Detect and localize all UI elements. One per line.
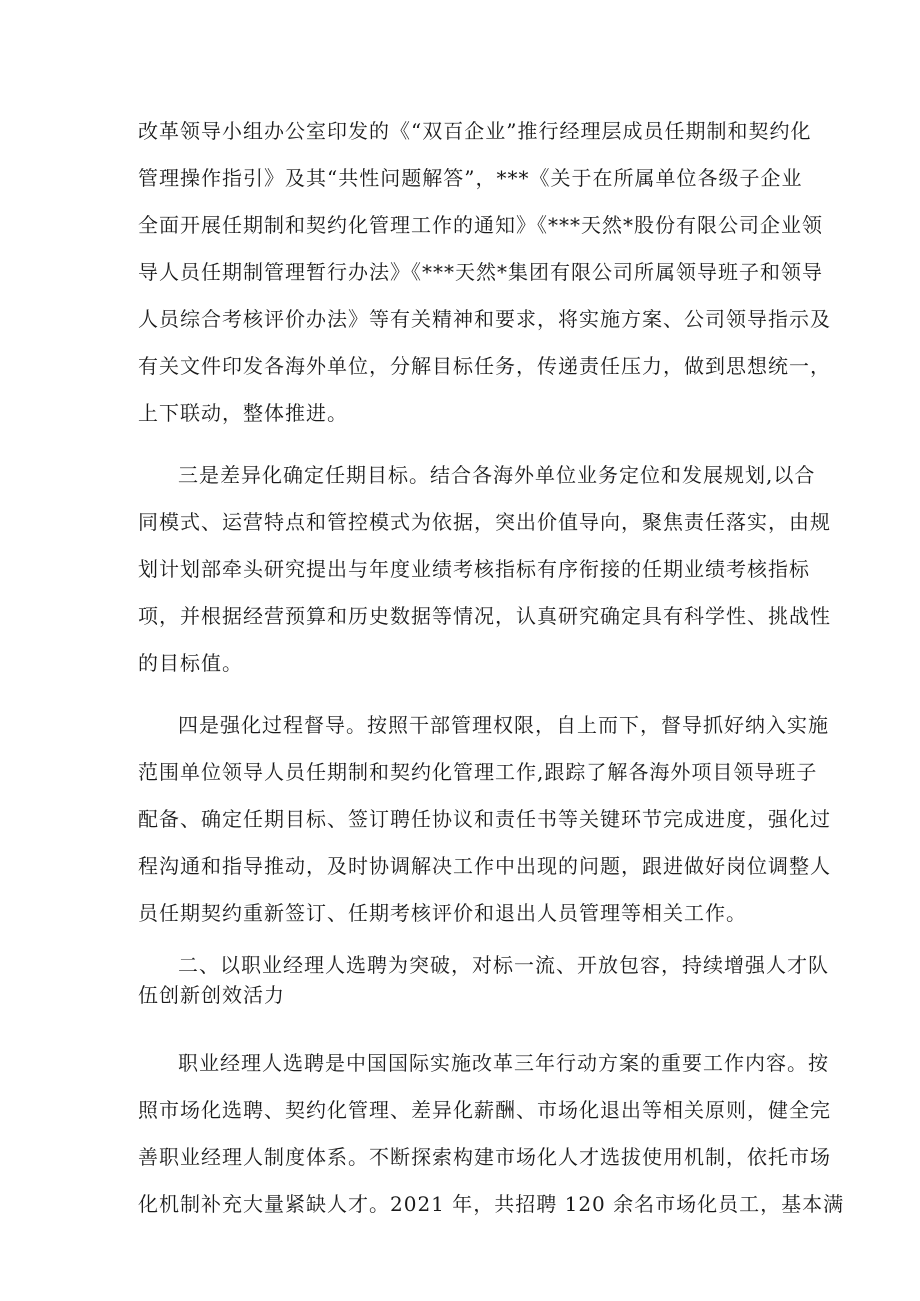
text-line: 配备、确定任期目标、签订聘任协议和责任书等关键环节完成进度，强化过 — [138, 807, 831, 831]
section-heading — [138, 950, 829, 1010]
paragraph-professional-managers — [138, 1040, 845, 1228]
text-line: 员任期契约重新签订、任期考核评价和退出人员管理等相关工作。 — [138, 901, 747, 925]
text-line: 导人员任期制管理暂行办法》《***天然*集团有限公司所属领导班子和领导 — [138, 260, 823, 284]
text-line: 人员综合考核评价办法》等有关精神和要求，将实施方案、公司领导指示及 — [138, 307, 831, 331]
text-line: 划计划部牵头研究提出与年度业绩考核指标有序衔接的任期业绩考核指标 — [138, 557, 810, 581]
text-line: 善职业经理人制度体系。不断探索构建市场化人才选拔使用机制，依托市场 — [138, 1145, 831, 1169]
text-line: 项，并根据经营预算和历史数据等情况，认真研究确定具有科学性、挑战性 — [138, 604, 831, 628]
heading-line: 伍创新创效活力 — [138, 983, 285, 1007]
text-line: 四是强化过程督导。按照干部管理权限，自上而下，督导抓好纳入实施 — [178, 713, 829, 737]
text-line: 职业经理人选聘是中国国际实施改革三年行动方案的重要工作内容。按 — [178, 1051, 829, 1075]
paragraph-process-supervision — [138, 702, 831, 937]
text-line: 同模式、运营特点和管控模式为依据，突出价值导向，聚焦责任落实，由规 — [138, 510, 831, 534]
text-line: 管理操作指引》及其“共性问题解答”，***《关于在所属单位各级子企业 — [138, 166, 803, 190]
paragraph-continuation — [138, 108, 831, 437]
text-line: 三是差异化确定任期目标。结合各海外单位业务定位和发展规划,以合 — [178, 463, 816, 487]
text-line: 有关文件印发各海外单位，分解目标任务，传递责任压力，做到思想统一， — [138, 354, 831, 378]
text-line: 上下联动，整体推进。 — [138, 401, 348, 425]
paragraph-differentiated-targets — [138, 452, 831, 687]
text-line: 的目标值。 — [138, 651, 243, 675]
text-line: 程沟通和指导推动，及时协调解决工作中出现的问题，跟进做好岗位调整人 — [138, 854, 831, 878]
text-line: 照市场化选聘、契约化管理、差异化薪酬、市场化退出等相关原则，健全完 — [138, 1098, 831, 1122]
heading-line: 二、以职业经理人选聘为突破，对标一流、开放包容，持续增强人才队 — [178, 953, 829, 977]
text-line: 范围单位领导人员任期制和契约化管理工作,跟踪了解各海外项目领导班子 — [138, 760, 818, 784]
text-line: 全面开展任期制和契约化管理工作的通知》《***天然*股份有限公司企业领 — [138, 213, 823, 237]
text-line: 化机制补充大量紧缺人才。2021 年，共招聘 120 余名市场化员工，基本满 — [138, 1192, 845, 1216]
text-line: 改革领导小组办公室印发的《“双百企业”推行经理层成员任期制和契约化 — [138, 119, 812, 143]
